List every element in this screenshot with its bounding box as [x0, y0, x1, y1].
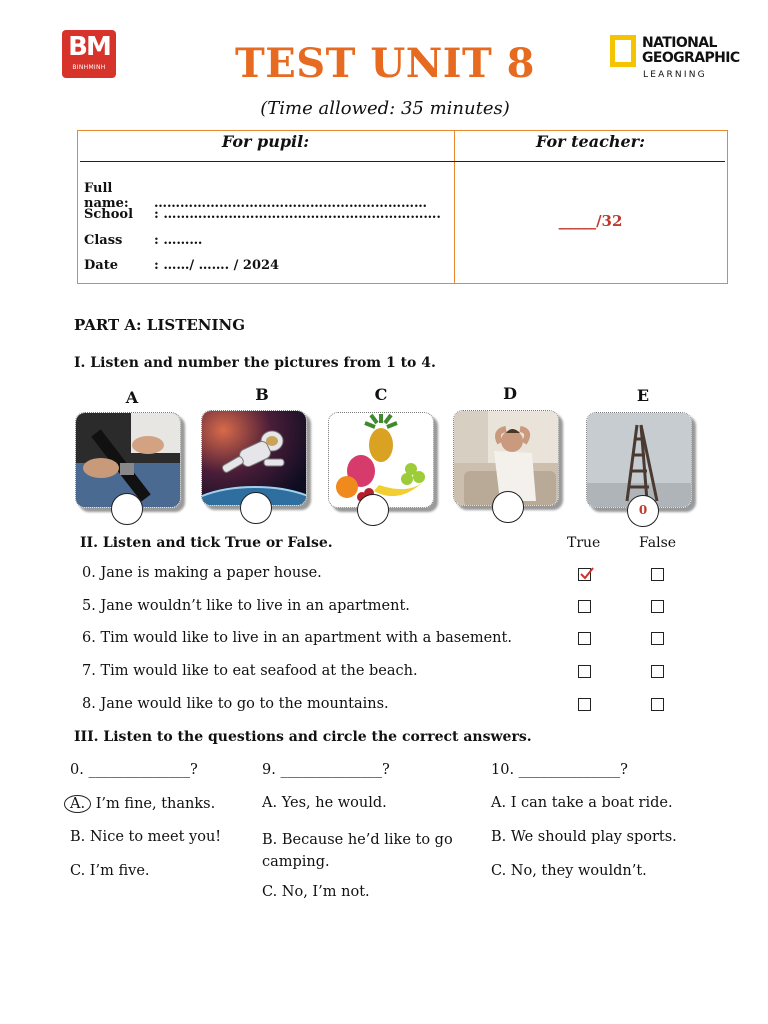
date-row[interactable] [84, 258, 279, 273]
picture-letter-a: A [125, 388, 139, 407]
tf-statement-0: 0. Jane is making a paper house. [82, 565, 322, 581]
picture-letter-c: C [374, 385, 388, 404]
publisher-logo-sub: BINHMINH [72, 64, 106, 71]
false-checkbox-5[interactable] [651, 600, 664, 613]
school-field[interactable]: : ………………………………………………………. [154, 207, 441, 222]
picture-a-number[interactable] [111, 493, 143, 525]
false-checkbox-6[interactable] [651, 632, 664, 645]
info-header-rule [80, 161, 725, 162]
publisher-logo [62, 30, 116, 78]
question-9-option-a[interactable]: A. Yes, he would. [262, 795, 387, 811]
class-label: Class [84, 233, 123, 248]
question-10-option-a[interactable]: A. I can take a boat ride. [491, 795, 673, 811]
false-column-header: False [639, 535, 677, 551]
tf-statement-6: 6. Tim would like to live in an apartment with a basement. [82, 630, 512, 646]
publisher-logo-mark: BM [68, 32, 110, 62]
question-9-option-c[interactable]: C. No, I’m not. [262, 884, 370, 900]
picture-letter-d: D [503, 384, 517, 403]
true-checkbox-7[interactable] [578, 665, 591, 678]
question-10-option-c[interactable]: C. No, they wouldn’t. [491, 863, 647, 879]
score-field[interactable]: _____/32 [558, 212, 623, 230]
class-field[interactable]: : ……… [154, 233, 203, 248]
checkmark-icon [578, 566, 594, 582]
full-name-field[interactable]: ……………………………………………………… [154, 196, 427, 211]
true-checkbox-0[interactable] [578, 568, 591, 581]
section-2-title: II. Listen and tick True or False. [80, 535, 333, 551]
question-0-option-a[interactable]: A. I’m fine, thanks. [70, 795, 215, 813]
tf-statement-8: 8. Jane would like to go to the mountains. [82, 696, 389, 712]
question-9-option-b[interactable]: B. Because he’d like to go camping. [262, 832, 453, 870]
false-checkbox-8[interactable] [651, 698, 664, 711]
date-label: Date [84, 258, 118, 273]
natgeo-logo-text: NATIONAL GEOGRAPHIC [642, 35, 740, 66]
tf-statement-7: 7. Tim would like to eat seafood at the beach. [82, 663, 418, 679]
school-label: School [84, 207, 134, 222]
false-checkbox-7[interactable] [651, 665, 664, 678]
natgeo-logo-sub: LEARNING [643, 70, 707, 80]
info-divider [454, 130, 455, 284]
answer-circle: A. [64, 795, 91, 813]
picture-c-number[interactable] [357, 494, 389, 526]
picture-e-number[interactable]: 0 [627, 495, 659, 527]
part-a-title: PART A: LISTENING [74, 316, 246, 334]
picture-c-fruit [328, 412, 434, 508]
question-0-prompt: 0. ______________? [70, 762, 198, 778]
true-column-header: True [567, 535, 601, 551]
true-checkbox-8[interactable] [578, 698, 591, 711]
date-field[interactable]: : ……/ ……. / 2024 [154, 258, 280, 273]
natgeo-logo-icon [610, 35, 636, 67]
question-9-prompt: 9. ______________? [262, 762, 390, 778]
picture-b-number[interactable] [240, 492, 272, 524]
true-checkbox-6[interactable] [578, 632, 591, 645]
true-checkbox-5[interactable] [578, 600, 591, 613]
time-allowed: (Time allowed: 35 minutes) [260, 98, 510, 119]
section-3-title: III. Listen to the questions and circle the correct answers. [74, 729, 532, 745]
picture-d-number[interactable] [492, 491, 524, 523]
question-10-prompt: 10. ______________? [491, 762, 628, 778]
question-10-option-b[interactable]: B. We should play sports. [491, 829, 677, 845]
pupil-header: For pupil: [221, 132, 310, 151]
picture-letter-e: E [636, 386, 650, 405]
picture-e-ladder [586, 412, 692, 508]
section-1-title: I. Listen and number the pictures from 1 to 4. [74, 355, 436, 371]
tf-statement-5: 5. Jane wouldn’t like to live in an apartment. [82, 598, 410, 614]
full-name-label: Full name: [84, 181, 129, 211]
page-title: TEST UNIT 8 [234, 40, 535, 87]
false-checkbox-0[interactable] [651, 568, 664, 581]
school-row[interactable] [84, 207, 441, 222]
teacher-header: For teacher: [536, 132, 645, 151]
class-row[interactable] [84, 233, 202, 248]
question-0-option-c[interactable]: C. I’m five. [70, 863, 150, 879]
question-0-option-b[interactable]: B. Nice to meet you! [70, 829, 222, 845]
picture-letter-b: B [255, 385, 269, 404]
